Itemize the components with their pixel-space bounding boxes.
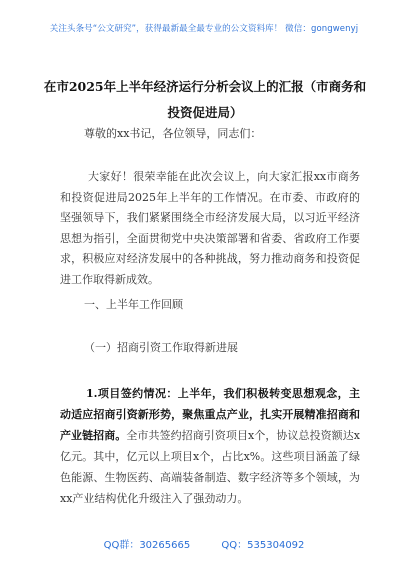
- item-body-text: 全市共签约招商引资项目x个，协议总投资额达x亿元。其中，亿元以上项目x个，占比x%。这些项目涵盖了绿色能源、生物医药、高端装备制造、数字经济等多个领域，为xx产业结构优化升级注入了强劲动力。: [60, 429, 361, 505]
- subsection-heading: （一）招商引资工作取得新进展: [84, 341, 238, 354]
- footer-contacts: [0, 536, 408, 551]
- section-heading: 一、上半年工作回顾: [84, 298, 183, 311]
- salutation: 尊敬的xx书记，各位领导，同志们：: [84, 127, 262, 140]
- item-paragraph: [60, 383, 360, 509]
- document-title: 在市2025年上半年经济运行分析会议上的汇报（市商务和投资促进局）: [43, 79, 367, 120]
- intro-paragraph: 大家好！很荣幸能在此次会议上，向大家汇报xx市商务和投资促进局2025年上半年的工作情况。在市委、市政府的坚强领导下，我们紧紧围绕全市经济发展大局，以习近平经济思想为指引，全面贯彻党中央决策部署和省委、省政府工作要求，积极应对经济发展中的各种挑战，努力推动商务和投资促进工作取得新成效。: [60, 170, 360, 286]
- item-lead-bold: 1.项目签约情况：上半年，我们积极转变思想观念，主动适应招商引资新形势，聚焦重点产业，扎实开展精准招商和产业链招商。: [60, 387, 360, 442]
- footer-qq: QQ：535304092: [221, 540, 305, 551]
- footer-qq-group: QQ群：30265665: [103, 540, 191, 551]
- header-banner: 关注头条号“公文研究”，获得最新最全最专业的公文资料库！ 微信：gongwenyj: [49, 24, 359, 34]
